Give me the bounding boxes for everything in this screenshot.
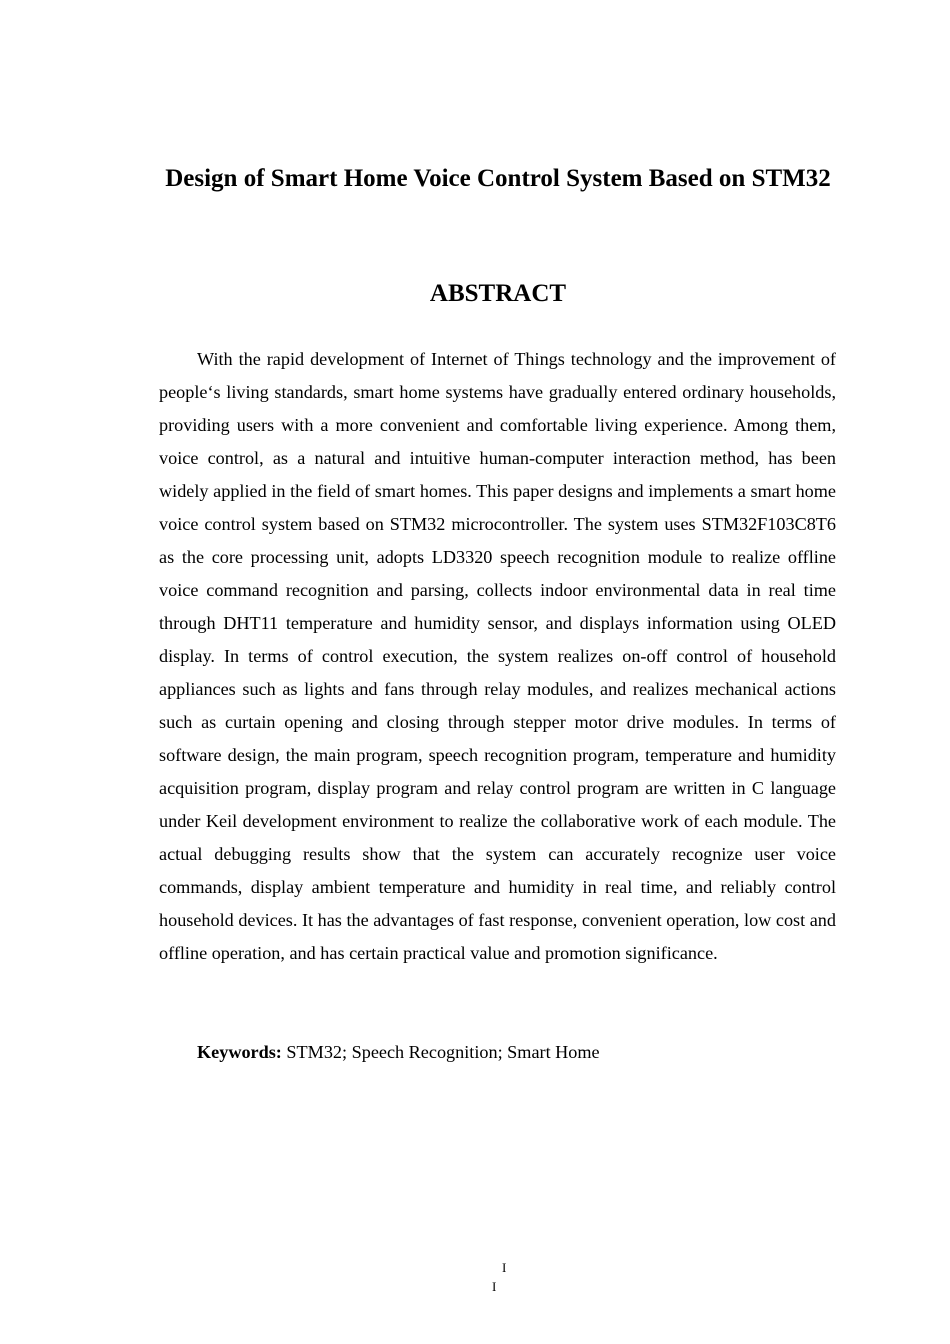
keywords-line (197, 1036, 600, 1069)
paper-title: Design of Smart Home Voice Control System Based on STM32 (165, 165, 831, 192)
page-number: I (502, 1260, 507, 1275)
keywords-label: Keywords: (197, 1042, 282, 1062)
abstract-heading: ABSTRACT (429, 280, 567, 307)
keywords-value: STM32; Speech Recognition; Smart Home (281, 1042, 600, 1062)
abstract-body: With the rapid development of Internet of Things technology and the improvement of people‘s living standards, smart home systems have gradually entered ordinary households, providing users with a more convenient and comfortable living experience. Among them, voice control, as a natural and intuitive human-computer interaction method, has been widely applied in the field of smart homes. This paper designs and implements a smart home voice control system based on STM32 microcontroller. The system uses STM32F103C8T6 as the core processing unit, adopts LD3320 speech recognition module to realize offline voice command recognition and parsing, collects indoor environmental data in real time through DHT11 temperature and humidity sensor, and displays information using OLED display. In terms of control execution, the system realizes on-off control of household appliances such as lights and fans through relay modules, and realizes mechanical actions such as curtain opening and closing through stepper motor drive modules. In terms of software design, the main program, speech recognition program, temperature and humidity acquisition program, display program and relay control program are written in C language under Keil development environment to realize the collaborative work of each module. The actual debugging results show that the system can accurately recognize user voice commands, display ambient temperature and humidity in real time, and reliably control household devices. It has the advantages of fast response, convenient operation, low cost and offline operation, and has certain practical value and promotion significance. (159, 349, 836, 963)
page-number-secondary: I (492, 1279, 497, 1294)
